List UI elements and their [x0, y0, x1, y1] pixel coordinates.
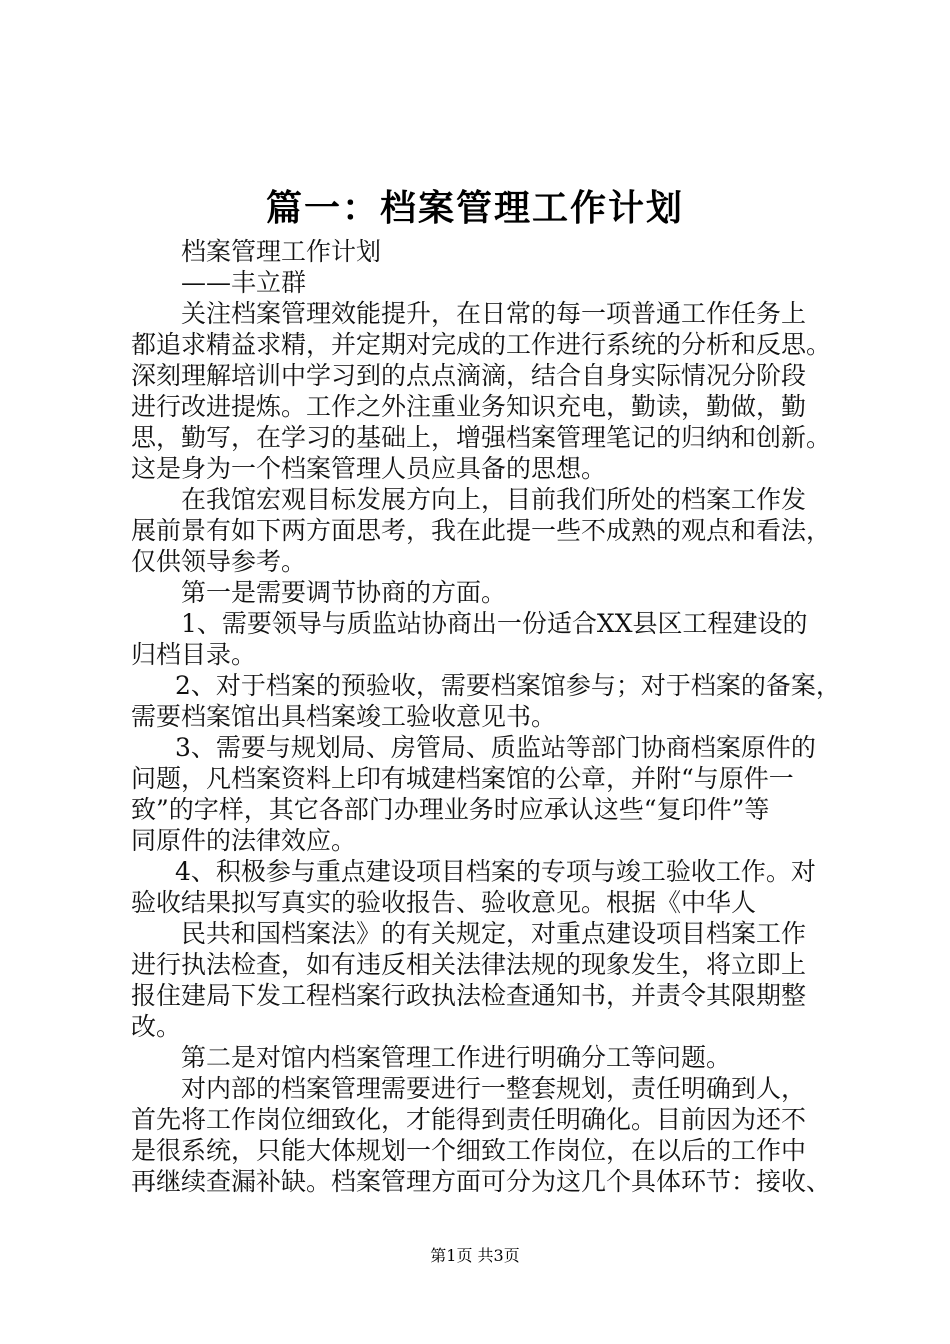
text-line: 是很系统，只能大体规划一个细致工作岗位，在以后的工作中 — [131, 1136, 807, 1165]
text-line: 思，勤写，在学习的基础上，增强档案管理笔记的归纳和创新。 — [131, 423, 832, 452]
text-line: 归档目录。 — [131, 640, 257, 669]
text-line: 改。 — [131, 1012, 182, 1041]
text-line: 致”的字样，其它各部门办理业务时应承认这些“复印件”等 — [131, 795, 770, 824]
text-line: 首先将工作岗位细致化，才能得到责任明确化。目前因为还不 — [131, 1105, 807, 1134]
text-line: 民共和国档案法》的有关规定，对重点建设项目档案工作 — [181, 919, 807, 948]
text-line: 档案管理工作计划 — [181, 237, 382, 266]
text-line: 仅供领导参考。 — [131, 547, 307, 576]
text-line: 对内部的档案管理需要进行一整套规划，责任明确到人， — [181, 1074, 807, 1103]
text-line: ——丰立群 — [181, 268, 307, 297]
text-line: 这是身为一个档案管理人员应具备的思想。 — [131, 454, 607, 483]
text-line: 展前景有如下两方面思考，我在此提一些不成熟的观点和看法， — [131, 516, 832, 545]
text-line: 4、积极参与重点建设项目档案的专项与竣工验收工作。对 — [175, 857, 816, 886]
text-line: 进行改进提炼。工作之外注重业务知识充电，勤读，勤做，勤 — [131, 392, 807, 421]
text-line: 都追求精益求精，并定期对完成的工作进行系统的分析和反思。 — [131, 330, 832, 359]
page-footer: 第1页 共3页 — [430, 1246, 520, 1265]
text-line: 进行执法检查，如有违反相关法律法规的现象发生，将立即上 — [131, 950, 807, 979]
text-line: 再继续查漏补缺。档案管理方面可分为这几个具体环节：接收、 — [131, 1167, 832, 1196]
text-line: 需要档案馆出具档案竣工验收意见书。 — [131, 702, 557, 731]
text-line: 报住建局下发工程档案行政执法检查通知书，并责令其限期整 — [131, 981, 807, 1010]
text-line: 1、需要领导与质监站协商出一份适合XX县区工程建设的 — [181, 609, 808, 638]
text-line: 第一是需要调节协商的方面。 — [181, 578, 507, 607]
text-line: 2、对于档案的预验收，需要档案馆参与；对于档案的备案， — [175, 671, 841, 700]
document-body — [131, 236, 841, 1197]
text-line: 验收结果拟写真实的验收报告、验收意见。根据《中华人 — [131, 888, 757, 917]
text-line: 问题，凡档案资料上印有城建档案馆的公章，并附“与原件一 — [131, 764, 794, 793]
text-line: 关注档案管理效能提升，在日常的每一项普通工作任务上 — [181, 299, 807, 328]
text-line: 在我馆宏观目标发展方向上，目前我们所处的档案工作发 — [181, 485, 807, 514]
document-title: 篇一：档案管理工作计划 — [265, 187, 684, 229]
text-line: 3、需要与规划局、房管局、质监站等部门协商档案原件的 — [175, 733, 816, 762]
text-line: 同原件的法律效应。 — [131, 826, 357, 855]
text-line: 第二是对馆内档案管理工作进行明确分工等问题。 — [181, 1043, 732, 1072]
text-line: 深刻理解培训中学习到的点点滴滴，结合自身实际情况分阶段 — [131, 361, 807, 390]
